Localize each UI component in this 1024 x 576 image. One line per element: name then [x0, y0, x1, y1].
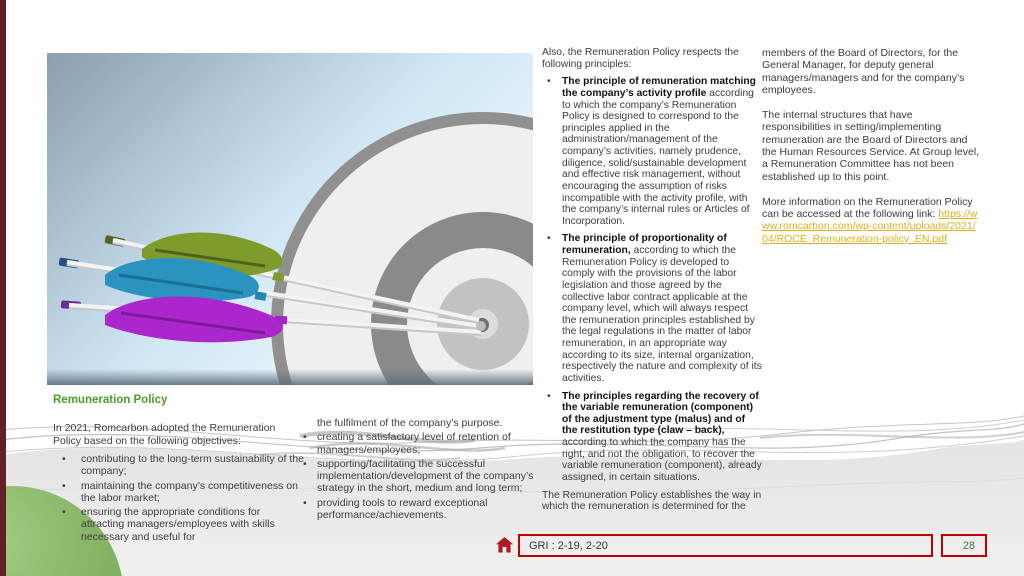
- principle-text: [562, 233, 762, 384]
- list-item: [53, 506, 305, 543]
- bullet-icon: •: [547, 76, 551, 88]
- paragraph: The internal structures that have responsibilities in setting/implementing remuneration are the Board of Directors and the Human Resources Service. At Group level, a Remuneration Committee has not been established up to this point.: [762, 109, 980, 183]
- list-item: [542, 76, 762, 227]
- bullet-icon: •: [62, 479, 66, 492]
- bullet-icon: •: [62, 506, 66, 519]
- principles-intro: Also, the Remuneration Policy respects the following principles:: [542, 47, 739, 70]
- bullet-icon: •: [303, 496, 307, 509]
- bullet-icon: •: [303, 457, 307, 470]
- list-item: [303, 431, 545, 456]
- third-column: [542, 47, 762, 523]
- principle-title: The principle of proportionality of remuneration,: [562, 233, 727, 256]
- fourth-column: [762, 47, 981, 258]
- closing-text: The Remuneration Policy establishes the way in which the remuneration is determined for the: [542, 489, 762, 513]
- photo-floor-shadow: [47, 369, 533, 385]
- link-prefix-text: More information on the Remuneration Policy can be accessed at the following link:: [762, 195, 973, 221]
- page-number: 28: [962, 539, 975, 552]
- bullet-icon: •: [62, 453, 66, 466]
- list-item-text: ensuring the appropriate conditions for attracting managers/employees with skills necessary and useful for: [81, 506, 275, 543]
- gri-reference-box: [518, 534, 933, 557]
- remuneration-policy-link[interactable]: https://www.romcarbon.com/wp-content/uploads/2021/04/ROCE_Remuneration-policy_EN.pdf: [762, 208, 978, 245]
- impact-point: [476, 321, 486, 331]
- second-column: [303, 417, 545, 523]
- left-accent-bar: [0, 0, 6, 576]
- list-item-text: supporting/facilitating the successful implementation/development of the company’s strategy in the short, medium and long term;: [317, 457, 534, 495]
- principle-body: according to which the company has the right, and not the obligation, to recover the variable remuneration (component), already assigned, in certain situations.: [562, 437, 762, 483]
- bullet-icon: •: [547, 233, 551, 245]
- bullet-icon: •: [547, 390, 551, 402]
- gri-reference-label: GRI : 2-19, 2-20: [529, 539, 608, 552]
- list-item-text: maintaining the company’s competitiveness on the labor market;: [81, 479, 298, 504]
- left-column: [53, 394, 305, 545]
- list-item: [53, 480, 305, 505]
- list-item: [303, 458, 545, 495]
- continuation-text: the fulfilment of the company’s purpose.: [317, 417, 503, 429]
- principle-text: [562, 76, 762, 227]
- principle-body: according to which the Remuneration Policy is developed to comply with the provisions of the labor legislation and those agreed by the collective labor contract applicable at the company level, which will always respect the remuneration principles established by the legal regulations in the matter of labor remuneration, in an appropriate way according to its size, internal organization, respectively the nature and complexity of its activities.: [562, 245, 762, 384]
- list-item: [542, 233, 762, 384]
- principle-body: according to which the company’s Remuneration Policy is designed to correspond to the principles applied in the administration/management of the company’s activities, namely prudence, diligence, solid/sustainable development and effective risk management, without encouraging the assumption of risks incompatible with the activity profile, with the company’s internal rules or Articles of Incorporation.: [562, 87, 754, 227]
- paragraph: members of the Board of Directors, for the General Manager, for deputy general managers/managers and for the company’s employees.: [762, 47, 965, 96]
- principle-title: The principles regarding the recovery of the variable remuneration (component) of the adjustment type (malus) and of the restitution type (claw – back),: [562, 390, 759, 437]
- page-number-box: [941, 534, 987, 557]
- bullet-icon: •: [303, 431, 307, 444]
- paragraph: [762, 196, 981, 245]
- list-item-text: contributing to the long-term sustainability of the company;: [81, 453, 304, 478]
- principle-text: [562, 391, 762, 484]
- target-arrows-image: [47, 53, 533, 385]
- principle-title: The principle of remuneration matching the company’s activity profile: [562, 76, 756, 99]
- list-item: [53, 453, 305, 478]
- list-item-text: creating a satisfactory level of retention of managers/employees;: [317, 431, 511, 456]
- list-item: [303, 497, 545, 522]
- section-heading: Remuneration Policy: [53, 394, 168, 406]
- left-intro: In 2021, Romcarbon adopted the Remuneration Policy based on the following objectives:: [53, 422, 276, 447]
- list-item-text: providing tools to reward exceptional performance/achievements.: [317, 496, 488, 521]
- list-item: [542, 391, 762, 484]
- home-icon[interactable]: [495, 536, 514, 554]
